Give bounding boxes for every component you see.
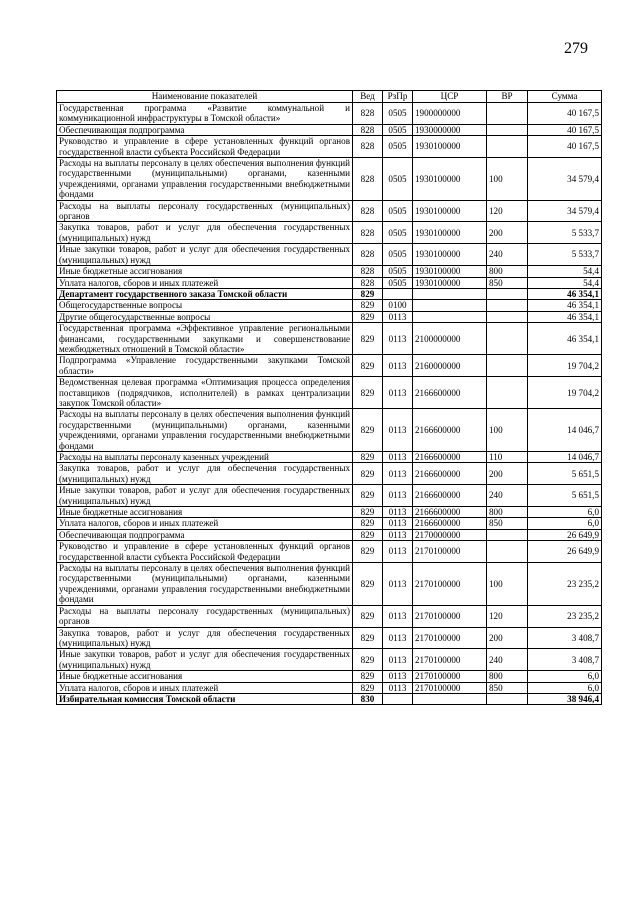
cell-ved: 829 [353, 563, 383, 606]
cell-vr: 850 [487, 682, 528, 693]
cell-vr: 100 [487, 409, 528, 452]
cell-ved: 828 [353, 222, 383, 244]
cell-name: Расходы на выплаты персоналу государственных (муниципальных) органов [57, 200, 353, 222]
table-row [57, 266, 602, 277]
cell-sum: 5 651,5 [528, 463, 602, 485]
table-row [57, 452, 602, 463]
cell-vr [487, 541, 528, 563]
cell-name: Иные закупки товаров, работ и услуг для обеспечения государственных (муниципальных) нужд [57, 485, 353, 507]
cell-vr: 100 [487, 563, 528, 606]
cell-rzpr: 0113 [383, 649, 413, 671]
table-row [57, 124, 602, 135]
cell-rzpr: 0505 [383, 277, 413, 288]
cell-csr: 2170100000 [413, 541, 487, 563]
table-row [57, 355, 602, 377]
cell-csr [413, 693, 487, 704]
cell-name: Государственная программа «Развитие коммунальной и коммуникационной инфраструктуры в Томской области» [57, 103, 353, 125]
cell-name: Подпрограмма «Управление государственными закупками Томской области» [57, 355, 353, 377]
cell-name: Уплата налогов, сборов и иных платежей [57, 277, 353, 288]
cell-sum: 40 167,5 [528, 124, 602, 135]
cell-csr: 2166600000 [413, 463, 487, 485]
cell-vr: 240 [487, 485, 528, 507]
cell-ved: 829 [353, 300, 383, 311]
table-row [57, 222, 602, 244]
cell-name: Расходы на выплаты персоналу в целях обеспечения выполнения функций государственными (муниципальными) органами, казенными учреждениями, органами управления государственными внебюджетными фондами [57, 409, 353, 452]
cell-name: Расходы на выплаты персоналу в целях обеспечения выполнения функций государственными (муниципальными) органами, казенными учреждениями, органами управления государственными внебюджетными фондами [57, 158, 353, 201]
cell-vr [487, 288, 528, 299]
cell-rzpr: 0113 [383, 507, 413, 518]
table-row [57, 311, 602, 322]
cell-name: Уплата налогов, сборов и иных платежей [57, 682, 353, 693]
table-row [57, 288, 602, 299]
cell-name: Расходы на выплаты персоналу государственных (муниципальных) органов [57, 605, 353, 627]
cell-csr: 2170100000 [413, 671, 487, 682]
cell-vr: 240 [487, 649, 528, 671]
cell-csr: 2166600000 [413, 485, 487, 507]
cell-rzpr: 0505 [383, 244, 413, 266]
cell-csr: 2170100000 [413, 649, 487, 671]
cell-sum: 6,0 [528, 518, 602, 529]
cell-rzpr: 0113 [383, 452, 413, 463]
table-row [57, 518, 602, 529]
table-row [57, 136, 602, 158]
cell-vr: 120 [487, 200, 528, 222]
table-row [57, 541, 602, 563]
cell-sum: 46 354,1 [528, 288, 602, 299]
cell-csr: 2170100000 [413, 605, 487, 627]
column-header-vr: ВР [487, 91, 528, 103]
cell-name: Иные закупки товаров, работ и услуг для обеспечения государственных (муниципальных) нужд [57, 244, 353, 266]
cell-sum: 54,4 [528, 277, 602, 288]
cell-name: Ведомственная целевая программа «Оптимизация процесса определения поставщиков (подрядчиков, исполнителей) в рамках централизации закупок Томской области» [57, 377, 353, 409]
cell-rzpr: 0505 [383, 103, 413, 125]
cell-sum: 38 946,4 [528, 693, 602, 704]
cell-rzpr: 0113 [383, 311, 413, 322]
cell-ved: 829 [353, 409, 383, 452]
cell-sum: 23 235,2 [528, 563, 602, 606]
cell-rzpr: 0113 [383, 563, 413, 606]
cell-rzpr: 0505 [383, 222, 413, 244]
cell-vr [487, 103, 528, 125]
cell-ved: 829 [353, 627, 383, 649]
budget-table [56, 90, 602, 705]
cell-vr: 100 [487, 158, 528, 201]
cell-vr: 200 [487, 222, 528, 244]
cell-name: Руководство и управление в сфере установленных функций органов государственной власти субъекта Российской Федерации [57, 136, 353, 158]
cell-ved: 829 [353, 323, 383, 355]
cell-name: Другие общегосударственные вопросы [57, 311, 353, 322]
cell-sum: 34 579,4 [528, 158, 602, 201]
cell-ved: 829 [353, 682, 383, 693]
cell-vr [487, 136, 528, 158]
cell-name: Иные бюджетные ассигнования [57, 671, 353, 682]
cell-name: Закупка товаров, работ и услуг для обеспечения государственных (муниципальных) нужд [57, 463, 353, 485]
cell-csr: 1930100000 [413, 200, 487, 222]
table-row [57, 671, 602, 682]
table-row [57, 649, 602, 671]
table-row [57, 377, 602, 409]
cell-rzpr: 0505 [383, 200, 413, 222]
cell-rzpr: 0505 [383, 266, 413, 277]
cell-sum: 5 533,7 [528, 222, 602, 244]
cell-sum: 40 167,5 [528, 103, 602, 125]
table-row [57, 627, 602, 649]
cell-ved: 828 [353, 277, 383, 288]
table-row [57, 103, 602, 125]
cell-name: Государственная программа «Эффективное управление региональными финансами, государственными закупками и совершенствование межбюджетных отношений в Томской области» [57, 323, 353, 355]
column-header-sum: Сумма [528, 91, 602, 103]
column-header-rzpr: РзПр [383, 91, 413, 103]
cell-csr: 1930100000 [413, 158, 487, 201]
cell-name: Иные бюджетные ассигнования [57, 266, 353, 277]
table-row [57, 300, 602, 311]
cell-ved: 828 [353, 136, 383, 158]
cell-sum: 14 046,7 [528, 452, 602, 463]
cell-vr [487, 355, 528, 377]
cell-csr: 2166600000 [413, 409, 487, 452]
table-header-row [57, 91, 602, 103]
cell-sum: 6,0 [528, 671, 602, 682]
table-row [57, 409, 602, 452]
cell-ved: 829 [353, 529, 383, 540]
cell-csr [413, 311, 487, 322]
cell-vr [487, 300, 528, 311]
cell-rzpr: 0113 [383, 529, 413, 540]
cell-rzpr: 0505 [383, 136, 413, 158]
cell-sum: 19 704,2 [528, 377, 602, 409]
cell-rzpr: 0505 [383, 158, 413, 201]
table-row [57, 277, 602, 288]
cell-sum: 23 235,2 [528, 605, 602, 627]
cell-name: Обеспечивающая подпрограмма [57, 529, 353, 540]
table-row [57, 463, 602, 485]
cell-rzpr: 0113 [383, 627, 413, 649]
cell-name: Избирательная комиссия Томской области [57, 693, 353, 704]
cell-rzpr: 0505 [383, 124, 413, 135]
cell-ved: 828 [353, 124, 383, 135]
cell-ved: 828 [353, 200, 383, 222]
cell-rzpr: 0113 [383, 355, 413, 377]
cell-ved: 829 [353, 463, 383, 485]
cell-sum: 3 408,7 [528, 627, 602, 649]
cell-rzpr: 0113 [383, 541, 413, 563]
cell-ved: 828 [353, 103, 383, 125]
table-row [57, 682, 602, 693]
table-row [57, 529, 602, 540]
cell-csr: 1930100000 [413, 222, 487, 244]
cell-name: Общегосударственные вопросы [57, 300, 353, 311]
cell-csr: 2170000000 [413, 529, 487, 540]
cell-vr: 200 [487, 463, 528, 485]
cell-name: Обеспечивающая подпрограмма [57, 124, 353, 135]
cell-csr [413, 300, 487, 311]
cell-vr: 800 [487, 266, 528, 277]
cell-sum: 3 408,7 [528, 649, 602, 671]
cell-sum: 5 533,7 [528, 244, 602, 266]
cell-ved: 829 [353, 452, 383, 463]
table-row [57, 323, 602, 355]
cell-vr [487, 377, 528, 409]
cell-rzpr: 0113 [383, 605, 413, 627]
column-header-name: Наименование показателей [57, 91, 353, 103]
cell-vr: 200 [487, 627, 528, 649]
table-row [57, 605, 602, 627]
cell-vr: 850 [487, 277, 528, 288]
cell-rzpr: 0100 [383, 300, 413, 311]
cell-ved: 829 [353, 541, 383, 563]
cell-csr: 2160000000 [413, 355, 487, 377]
cell-ved: 829 [353, 311, 383, 322]
cell-vr [487, 529, 528, 540]
cell-rzpr: 0113 [383, 409, 413, 452]
cell-ved: 829 [353, 605, 383, 627]
cell-csr: 2170100000 [413, 682, 487, 693]
cell-csr: 1930100000 [413, 277, 487, 288]
cell-name: Иные бюджетные ассигнования [57, 507, 353, 518]
cell-csr: 2166600000 [413, 518, 487, 529]
cell-name: Департамент государственного заказа Томской области [57, 288, 353, 299]
cell-ved: 829 [353, 288, 383, 299]
cell-name: Уплата налогов, сборов и иных платежей [57, 518, 353, 529]
cell-sum: 46 354,1 [528, 311, 602, 322]
column-header-csr: ЦСР [413, 91, 487, 103]
cell-rzpr: 0113 [383, 485, 413, 507]
cell-ved: 829 [353, 649, 383, 671]
page-number: 279 [564, 40, 588, 57]
cell-rzpr [383, 288, 413, 299]
cell-name: Закупка товаров, работ и услуг для обеспечения государственных (муниципальных) нужд [57, 222, 353, 244]
table-body [57, 103, 602, 705]
cell-csr [413, 288, 487, 299]
cell-vr: 110 [487, 452, 528, 463]
cell-sum: 40 167,5 [528, 136, 602, 158]
cell-rzpr: 0113 [383, 671, 413, 682]
cell-rzpr [383, 693, 413, 704]
cell-rzpr: 0113 [383, 518, 413, 529]
cell-vr: 800 [487, 507, 528, 518]
cell-name: Расходы на выплаты персоналу в целях обеспечения выполнения функций государственными (муниципальными) органами, казенными учреждениями, органами управления государственными внебюджетными фондами [57, 563, 353, 606]
cell-sum: 6,0 [528, 682, 602, 693]
cell-ved: 829 [353, 671, 383, 682]
cell-ved: 828 [353, 158, 383, 201]
cell-sum: 46 354,1 [528, 300, 602, 311]
cell-csr: 1930100000 [413, 266, 487, 277]
cell-csr: 1930100000 [413, 244, 487, 266]
cell-ved: 829 [353, 518, 383, 529]
cell-csr: 1930000000 [413, 124, 487, 135]
cell-csr: 2166600000 [413, 507, 487, 518]
cell-sum: 14 046,7 [528, 409, 602, 452]
cell-sum: 26 649,9 [528, 541, 602, 563]
table-row [57, 693, 602, 704]
cell-name: Иные закупки товаров, работ и услуг для обеспечения государственных (муниципальных) нужд [57, 649, 353, 671]
cell-vr: 850 [487, 518, 528, 529]
cell-ved: 829 [353, 485, 383, 507]
cell-vr: 240 [487, 244, 528, 266]
table-row [57, 507, 602, 518]
cell-name: Расходы на выплаты персоналу казенных учреждений [57, 452, 353, 463]
cell-csr: 2100000000 [413, 323, 487, 355]
cell-sum: 5 651,5 [528, 485, 602, 507]
column-header-ved: Вед [353, 91, 383, 103]
cell-sum: 34 579,4 [528, 200, 602, 222]
cell-ved: 828 [353, 244, 383, 266]
cell-ved: 830 [353, 693, 383, 704]
cell-vr [487, 311, 528, 322]
table-row [57, 200, 602, 222]
cell-csr: 1900000000 [413, 103, 487, 125]
cell-sum: 54,4 [528, 266, 602, 277]
cell-csr: 2166600000 [413, 377, 487, 409]
table-row [57, 485, 602, 507]
cell-vr [487, 323, 528, 355]
cell-ved: 828 [353, 266, 383, 277]
cell-csr: 2166600000 [413, 452, 487, 463]
cell-name: Закупка товаров, работ и услуг для обеспечения государственных (муниципальных) нужд [57, 627, 353, 649]
cell-ved: 829 [353, 355, 383, 377]
cell-sum: 19 704,2 [528, 355, 602, 377]
cell-name: Руководство и управление в сфере установленных функций органов государственной власти субъекта Российской Федерации [57, 541, 353, 563]
cell-csr: 2170100000 [413, 627, 487, 649]
table-row [57, 158, 602, 201]
cell-rzpr: 0113 [383, 323, 413, 355]
cell-csr: 1930100000 [413, 136, 487, 158]
cell-rzpr: 0113 [383, 682, 413, 693]
cell-sum: 6,0 [528, 507, 602, 518]
cell-rzpr: 0113 [383, 377, 413, 409]
cell-sum: 26 649,9 [528, 529, 602, 540]
cell-ved: 829 [353, 377, 383, 409]
cell-vr [487, 124, 528, 135]
cell-vr: 120 [487, 605, 528, 627]
cell-rzpr: 0113 [383, 463, 413, 485]
cell-vr [487, 693, 528, 704]
cell-vr: 800 [487, 671, 528, 682]
table-row [57, 563, 602, 606]
table-row [57, 244, 602, 266]
cell-sum: 46 354,1 [528, 323, 602, 355]
cell-csr: 2170100000 [413, 563, 487, 606]
cell-ved: 829 [353, 507, 383, 518]
